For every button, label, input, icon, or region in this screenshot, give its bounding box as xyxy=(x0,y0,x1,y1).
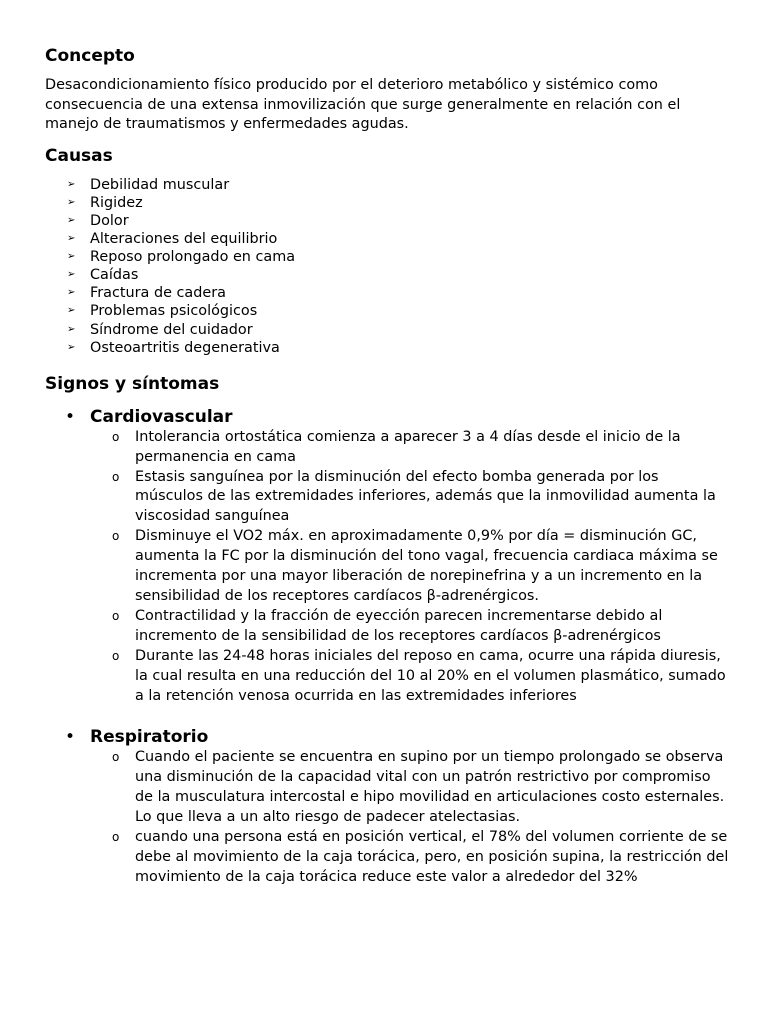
arrow-bullet-icon: ➢ xyxy=(67,323,76,335)
respiratorio-list xyxy=(90,748,730,887)
list-item: ➢ Alteraciones del equilibrio xyxy=(67,231,278,248)
arrow-bullet-icon: ➢ xyxy=(67,305,76,317)
signos-heading: Signos y síntomas xyxy=(45,373,220,394)
list-item: ➢ Caídas xyxy=(67,267,139,284)
list-item: ➢ Fractura de cadera xyxy=(67,285,226,302)
list-item: ➢ Dolor xyxy=(67,212,129,229)
list-item: o cuando una persona está en posición vertical, el 78% del volumen corriente de se debe al movimiento de la caja torácica, pero, en posición supina, la restricción del movimiento de la caja torácica reduce este valor a alrededor del 32% xyxy=(112,829,729,885)
list-item: o Disminuye el VO2 máx. en aproximadamente 0,9% por día = disminución GC, aumenta la FC por la disminución del tono vagal, frecuencia cardiaca máxima se incrementa por una mayor liberación de norepinefrina y a un incremento en la sensibilidad de los receptores cardíacos β-adrenérgicos. xyxy=(112,528,718,604)
list-item: ➢ Rigidez xyxy=(67,194,143,211)
document-page xyxy=(45,45,730,888)
list-item: o Cuando el paciente se encuentra en supino por un tiempo prolongado se observa una disminución de la capacidad vital con un patrón restrictivo por compromiso de la musculatura intercostal e hipo movilidad en articulaciones costo esternales. Lo que lleva a un alto riesgo de padecer atelectasias. xyxy=(112,749,725,826)
concepto-paragraph: Desacondicionamiento físico producido por el deterioro metabólico y sistémico como consecuencia de una extensa inmovilización que surge generalmente en relación con el manejo de traumatismos y enfermedades agudas. xyxy=(45,77,681,133)
circle-bullet-icon: o xyxy=(112,529,120,544)
cardiovascular-heading: Cardiovascular xyxy=(90,406,233,427)
list-item: o Estasis sanguínea por la disminución del efecto bomba generada por los músculos de las extremidades inferiores, además que la inmovilidad aumenta la viscosidad sanguínea xyxy=(112,468,716,525)
list-item: o Contractilidad y la fracción de eyección parecen incrementarse debido al incremento de la sensibilidad de los receptores cardíacos β-adrenérgicos xyxy=(112,607,663,644)
concepto-heading: Concepto xyxy=(45,46,135,66)
arrow-bullet-icon: ➢ xyxy=(67,269,76,281)
circle-bullet-icon: o xyxy=(112,429,120,444)
circle-bullet-icon: o xyxy=(112,469,120,484)
causas-list xyxy=(45,176,730,357)
arrow-bullet-icon: ➢ xyxy=(67,178,76,190)
arrow-bullet-icon: ➢ xyxy=(67,341,76,353)
respiratorio-section xyxy=(45,726,730,887)
arrow-bullet-icon: ➢ xyxy=(67,251,76,263)
arrow-bullet-icon: ➢ xyxy=(67,287,76,299)
circle-bullet-icon: o xyxy=(112,648,120,663)
bullet-icon: • xyxy=(65,727,76,748)
arrow-bullet-icon: ➢ xyxy=(67,214,76,226)
circle-bullet-icon: o xyxy=(112,750,120,765)
respiratorio-heading: Respiratorio xyxy=(90,727,209,748)
bullet-icon: • xyxy=(65,406,76,427)
circle-bullet-icon: o xyxy=(112,830,120,845)
list-item: ➢ Osteoartritis degenerativa xyxy=(67,339,280,356)
list-item: ➢ Debilidad muscular xyxy=(67,176,230,193)
list-item: ➢ Reposo prolongado en cama xyxy=(67,249,296,266)
cardiovascular-list xyxy=(90,428,730,707)
list-item: ➢ Síndrome del cuidador xyxy=(67,321,253,338)
circle-bullet-icon: o xyxy=(112,608,120,623)
arrow-bullet-icon: ➢ xyxy=(67,233,76,245)
list-item: o Intolerancia ortostática comienza a aparecer 3 a 4 días desde el inicio de la permanencia en cama xyxy=(112,428,681,465)
cardiovascular-section xyxy=(45,406,730,707)
arrow-bullet-icon: ➢ xyxy=(67,196,76,208)
list-item: ➢ Problemas psicológicos xyxy=(67,303,258,320)
list-item: o Durante las 24-48 horas iniciales del reposo en cama, ocurre una rápida diuresis, la cual resulta en una reducción del 10 al 20% en el volumen plasmático, sumado a la retención venosa ocurrida en las extremidades inferiores xyxy=(112,647,726,704)
causas-heading: Causas xyxy=(45,145,113,166)
